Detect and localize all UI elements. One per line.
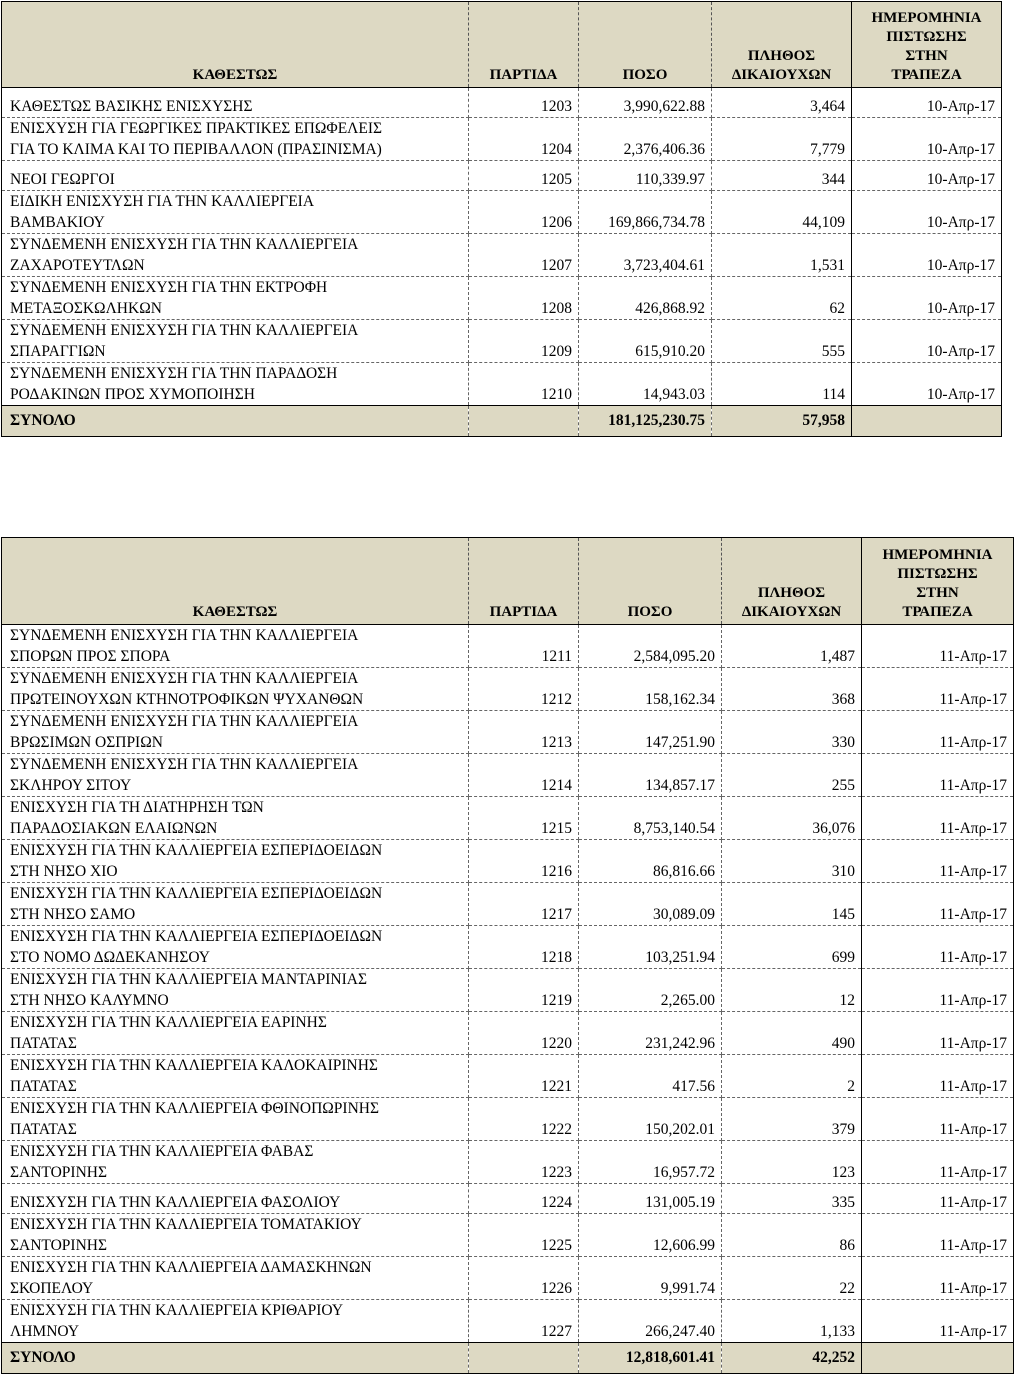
row-batch: 1218 <box>469 926 579 969</box>
row-status-line: ΣΑΝΤΟΡΙΝΗΣ <box>10 1164 107 1181</box>
table-row <box>2 191 1002 234</box>
row-batch: 1210 <box>469 363 579 406</box>
row-status-line: ΕΝΙΣΧΥΣΗ ΓΙΑ ΤΗΝ ΚΑΛΛΙΕΡΓΕΙΑ ΕΣΠΕΡΙΔΟΕΙΔΩΝ <box>10 928 383 945</box>
header-row <box>2 2 1002 88</box>
header-amount: ΠΟΣΟ <box>579 2 712 88</box>
row-batch: 1224 <box>469 1184 579 1214</box>
row-status-line: ΣΤΗ ΝΗΣΟ ΣΑΜΟ <box>10 906 136 923</box>
row-status <box>2 840 469 883</box>
row-status-line: ΣΥΝΔΕΜΕΝΗ ΕΝΙΣΧΥΣΗ ΓΙΑ ΤΗΝ ΚΑΛΛΙΕΡΓΕΙΑ <box>10 756 359 773</box>
row-status-line: ΠΑΤΑΤΑΣ <box>10 1078 77 1095</box>
row-amount: 8,753,140.54 <box>579 797 722 840</box>
total-date <box>852 406 1002 437</box>
header-date-line1: ΗΜΕΡΟΜΗΝΙΑ <box>871 10 982 26</box>
row-date: 11-Απρ-17 <box>862 1055 1014 1098</box>
header-row <box>2 538 1014 625</box>
row-status-line: ΣΥΝΔΕΜΕΝΗ ΕΝΙΣΧΥΣΗ ΓΙΑ ΤΗΝ ΠΑΡΑΔΟΣΗ <box>10 365 338 382</box>
table-row <box>2 1300 1014 1343</box>
table-row <box>2 926 1014 969</box>
row-status <box>2 1214 469 1257</box>
row-status <box>2 1012 469 1055</box>
row-amount: 147,251.90 <box>579 711 722 754</box>
row-status-line: ΜΕΤΑΞΟΣΚΩΛΗΚΩΝ <box>10 300 162 317</box>
row-date: 10-Απρ-17 <box>852 191 1002 234</box>
table-row <box>2 754 1014 797</box>
table-row <box>2 88 1002 118</box>
row-amount: 12,606.99 <box>579 1214 722 1257</box>
row-date: 11-Απρ-17 <box>862 1184 1014 1214</box>
header-beneficiaries-line1: ΠΛΗΘΟΣ <box>757 585 826 601</box>
row-status <box>2 1055 469 1098</box>
row-status <box>2 1300 469 1343</box>
row-beneficiaries: 335 <box>722 1184 862 1214</box>
row-batch: 1205 <box>469 161 579 191</box>
header-beneficiaries-line1: ΠΛΗΘΟΣ <box>747 48 816 64</box>
table-row <box>2 1098 1014 1141</box>
row-date: 10-Απρ-17 <box>852 118 1002 161</box>
row-beneficiaries: 114 <box>712 363 852 406</box>
table-row <box>2 118 1002 161</box>
row-amount: 2,584,095.20 <box>579 625 722 668</box>
row-status-line: ΕΝΙΣΧΥΣΗ ΓΙΑ ΤΗΝ ΚΑΛΛΙΕΡΓΕΙΑ ΦΘΙΝΟΠΩΡΙΝΗΣ <box>10 1100 380 1117</box>
header-date-line3: ΣΤΗΝ <box>916 585 959 601</box>
row-amount: 426,868.92 <box>579 277 712 320</box>
row-batch: 1223 <box>469 1141 579 1184</box>
row-batch: 1215 <box>469 797 579 840</box>
row-amount: 30,089.09 <box>579 883 722 926</box>
row-beneficiaries: 490 <box>722 1012 862 1055</box>
row-batch: 1216 <box>469 840 579 883</box>
row-date: 11-Απρ-17 <box>862 625 1014 668</box>
row-amount: 2,376,406.36 <box>579 118 712 161</box>
row-date: 11-Απρ-17 <box>862 969 1014 1012</box>
row-date: 11-Απρ-17 <box>862 711 1014 754</box>
table-row <box>2 320 1002 363</box>
row-status-line: ΣΤΟ ΝΟΜΟ ΔΩΔΕΚΑΝΗΣΟΥ <box>10 949 210 966</box>
row-beneficiaries: 3,464 <box>712 88 852 118</box>
row-batch: 1206 <box>469 191 579 234</box>
table-row <box>2 1184 1014 1214</box>
row-status-line: ΒΡΩΣΙΜΩΝ ΟΣΠΡΙΩΝ <box>10 734 163 751</box>
row-status-line: ΠΑΤΑΤΑΣ <box>10 1121 77 1138</box>
row-date: 11-Απρ-17 <box>862 883 1014 926</box>
row-batch: 1208 <box>469 277 579 320</box>
row-status-line: ΕΝΙΣΧΥΣΗ ΓΙΑ ΤΗΝ ΚΑΛΛΙΕΡΓΕΙΑ ΕΑΡΙΝΗΣ <box>10 1014 327 1031</box>
row-status <box>2 1098 469 1141</box>
row-status <box>2 1257 469 1300</box>
row-status <box>2 118 469 161</box>
row-batch: 1203 <box>469 88 579 118</box>
row-status-line: ΣΥΝΔΕΜΕΝΗ ΕΝΙΣΧΥΣΗ ΓΙΑ ΤΗΝ ΚΑΛΛΙΕΡΓΕΙΑ <box>10 670 359 687</box>
total-row <box>2 1343 1014 1374</box>
row-beneficiaries: 255 <box>722 754 862 797</box>
header-date-line4: ΤΡΑΠΕΖΑ <box>902 604 973 620</box>
row-beneficiaries: 1,133 <box>722 1300 862 1343</box>
row-status <box>2 234 469 277</box>
row-beneficiaries: 44,109 <box>712 191 852 234</box>
row-status <box>2 277 469 320</box>
row-status-line: ΣΥΝΔΕΜΕΝΗ ΕΝΙΣΧΥΣΗ ΓΙΑ ΤΗΝ ΕΚΤΡΟΦΗ <box>10 279 328 296</box>
row-beneficiaries: 86 <box>722 1214 862 1257</box>
row-status-line: ΕΝΙΣΧΥΣΗ ΓΙΑ ΤΗΝ ΚΑΛΛΙΕΡΓΕΙΑ ΤΟΜΑΤΑΚΙΟΥ <box>10 1216 362 1233</box>
row-beneficiaries: 36,076 <box>722 797 862 840</box>
row-date: 11-Απρ-17 <box>862 1300 1014 1343</box>
row-status-line: ΕΝΙΣΧΥΣΗ ΓΙΑ ΤΗΝ ΚΑΛΛΙΕΡΓΕΙΑ ΕΣΠΕΡΙΔΟΕΙΔΩΝ <box>10 885 383 902</box>
row-status-line: ΖΑΧΑΡΟΤΕΥΤΛΩΝ <box>10 257 145 274</box>
row-amount: 3,990,622.88 <box>579 88 712 118</box>
total-date <box>862 1343 1014 1374</box>
row-amount: 14,943.03 <box>579 363 712 406</box>
row-date: 10-Απρ-17 <box>852 320 1002 363</box>
row-status-line: ΠΡΩΤΕΙΝΟΥΧΩΝ ΚΤΗΝΟΤΡΟΦΙΚΩΝ ΨΥΧΑΝΘΩΝ <box>10 691 364 708</box>
header-date <box>862 538 1014 625</box>
row-beneficiaries: 7,779 <box>712 118 852 161</box>
header-date-line2: ΠΙΣΤΩΣΗΣ <box>886 29 967 45</box>
row-status-line: ΛΗΜΝΟΥ <box>10 1323 80 1340</box>
row-amount: 110,339.97 <box>579 161 712 191</box>
row-beneficiaries: 1,487 <box>722 625 862 668</box>
row-batch: 1222 <box>469 1098 579 1141</box>
header-date-line4: ΤΡΑΠΕΖΑ <box>891 67 962 83</box>
row-amount: 158,162.34 <box>579 668 722 711</box>
row-status-line: ΣΥΝΔΕΜΕΝΗ ΕΝΙΣΧΥΣΗ ΓΙΑ ΤΗΝ ΚΑΛΛΙΕΡΓΕΙΑ <box>10 713 359 730</box>
table-row <box>2 711 1014 754</box>
total-label: ΣΥΝΟΛΟ <box>2 1343 469 1374</box>
header-date-line2: ΠΙΣΤΩΣΗΣ <box>897 566 978 582</box>
table-row <box>2 277 1002 320</box>
row-status-line: ΒΑΜΒΑΚΙΟΥ <box>10 214 105 231</box>
header-batch: ΠΑΡΤΙΔΑ <box>469 538 579 625</box>
row-beneficiaries: 368 <box>722 668 862 711</box>
row-date: 10-Απρ-17 <box>852 363 1002 406</box>
row-status-line: ΣΤΗ ΝΗΣΟ ΚΑΛΥΜΝΟ <box>10 992 169 1009</box>
row-beneficiaries: 699 <box>722 926 862 969</box>
row-status-line: ΕΝΙΣΧΥΣΗ ΓΙΑ ΤΗ ΔΙΑΤΗΡΗΣΗ ΤΩΝ <box>10 799 264 816</box>
row-amount: 615,910.20 <box>579 320 712 363</box>
row-status-line: ΣΠΑΡΑΓΓΙΩΝ <box>10 343 106 360</box>
row-status-line: ΣΤΗ ΝΗΣΟ ΧΙΟ <box>10 863 118 880</box>
row-beneficiaries: 344 <box>712 161 852 191</box>
row-status-line: ΕΝΙΣΧΥΣΗ ΓΙΑ ΤΗΝ ΚΑΛΛΙΕΡΓΕΙΑ ΕΣΠΕΡΙΔΟΕΙΔΩΝ <box>10 842 383 859</box>
table-row <box>2 1141 1014 1184</box>
row-batch: 1213 <box>469 711 579 754</box>
row-status-line: ΕΝΙΣΧΥΣΗ ΓΙΑ ΤΗΝ ΚΑΛΛΙΕΡΓΕΙΑ ΦΑΣΟΛΙΟΥ <box>10 1194 341 1211</box>
payments-table-2 <box>1 537 1014 1374</box>
row-beneficiaries: 62 <box>712 277 852 320</box>
row-status-line: ΓΙΑ ΤΟ ΚΛΙΜΑ ΚΑΙ ΤΟ ΠΕΡΙΒΑΛΛΟΝ (ΠΡΑΣΙΝΙΣΜΑ) <box>10 141 382 158</box>
table-row <box>2 969 1014 1012</box>
row-date: 11-Απρ-17 <box>862 754 1014 797</box>
row-date: 11-Απρ-17 <box>862 668 1014 711</box>
header-date-line3: ΣΤΗΝ <box>905 48 948 64</box>
row-batch: 1227 <box>469 1300 579 1343</box>
row-status <box>2 88 469 118</box>
row-date: 11-Απρ-17 <box>862 926 1014 969</box>
header-status: ΚΑΘΕΣΤΩΣ <box>2 538 469 625</box>
header-beneficiaries <box>712 2 852 88</box>
row-batch: 1226 <box>469 1257 579 1300</box>
row-beneficiaries: 555 <box>712 320 852 363</box>
row-amount: 9,991.74 <box>579 1257 722 1300</box>
row-batch: 1219 <box>469 969 579 1012</box>
row-amount: 150,202.01 <box>579 1098 722 1141</box>
header-date-line1: ΗΜΕΡΟΜΗΝΙΑ <box>882 547 993 563</box>
row-status-line: ΣΠΟΡΩΝ ΠΡΟΣ ΣΠΟΡΑ <box>10 648 171 665</box>
row-amount: 417.56 <box>579 1055 722 1098</box>
row-status-line: ΚΑΘΕΣΤΩΣ ΒΑΣΙΚΗΣ ΕΝΙΣΧΥΣΗΣ <box>10 98 253 115</box>
payments-table-1 <box>1 1 1002 437</box>
row-beneficiaries: 1,531 <box>712 234 852 277</box>
row-status <box>2 668 469 711</box>
total-label: ΣΥΝΟΛΟ <box>2 406 469 437</box>
row-batch: 1225 <box>469 1214 579 1257</box>
header-status: ΚΑΘΕΣΤΩΣ <box>2 2 469 88</box>
row-status <box>2 363 469 406</box>
row-status-line: ΣΥΝΔΕΜΕΝΗ ΕΝΙΣΧΥΣΗ ΓΙΑ ΤΗΝ ΚΑΛΛΙΕΡΓΕΙΑ <box>10 236 359 253</box>
table-1-body <box>2 88 1002 406</box>
row-status-line: ΣΚΛΗΡΟΥ ΣΙΤΟΥ <box>10 777 132 794</box>
row-amount: 2,265.00 <box>579 969 722 1012</box>
header-amount: ΠΟΣΟ <box>579 538 722 625</box>
header-beneficiaries <box>722 538 862 625</box>
row-beneficiaries: 379 <box>722 1098 862 1141</box>
row-date: 11-Απρ-17 <box>862 1012 1014 1055</box>
row-status-line: ΣΥΝΔΕΜΕΝΗ ΕΝΙΣΧΥΣΗ ΓΙΑ ΤΗΝ ΚΑΛΛΙΕΡΓΕΙΑ <box>10 322 359 339</box>
row-batch: 1217 <box>469 883 579 926</box>
total-batch <box>469 1343 579 1374</box>
row-status-line: ΣΑΝΤΟΡΙΝΗΣ <box>10 1237 107 1254</box>
row-status-line: ΕΝΙΣΧΥΣΗ ΓΙΑ ΤΗΝ ΚΑΛΛΙΕΡΓΕΙΑ ΚΡΙΘΑΡΙΟΥ <box>10 1302 344 1319</box>
table-row <box>2 883 1014 926</box>
row-status <box>2 797 469 840</box>
row-status <box>2 1184 469 1214</box>
table-row <box>2 625 1014 668</box>
row-status <box>2 883 469 926</box>
row-date: 11-Απρ-17 <box>862 1141 1014 1184</box>
row-date: 11-Απρ-17 <box>862 1257 1014 1300</box>
table-row <box>2 1214 1014 1257</box>
row-status <box>2 1141 469 1184</box>
row-status-line: ΕΝΙΣΧΥΣΗ ΓΙΑ ΤΗΝ ΚΑΛΛΙΕΡΓΕΙΑ ΚΑΛΟΚΑΙΡΙΝΗΣ <box>10 1057 378 1074</box>
row-beneficiaries: 123 <box>722 1141 862 1184</box>
row-date: 11-Απρ-17 <box>862 1214 1014 1257</box>
total-beneficiaries: 42,252 <box>722 1343 862 1374</box>
row-date: 11-Απρ-17 <box>862 1098 1014 1141</box>
total-batch <box>469 406 579 437</box>
table-row <box>2 668 1014 711</box>
table-row <box>2 363 1002 406</box>
row-status-line: ΝΕΟΙ ΓΕΩΡΓΟΙ <box>10 171 115 188</box>
row-amount: 131,005.19 <box>579 1184 722 1214</box>
table-row <box>2 840 1014 883</box>
header-date <box>852 2 1002 88</box>
row-status-line: ΕΝΙΣΧΥΣΗ ΓΙΑ ΓΕΩΡΓΙΚΕΣ ΠΡΑΚΤΙΚΕΣ ΕΠΩΦΕΛΕΙΣ <box>10 120 383 137</box>
row-date: 10-Απρ-17 <box>852 277 1002 320</box>
table-row <box>2 797 1014 840</box>
row-amount: 266,247.40 <box>579 1300 722 1343</box>
row-batch: 1211 <box>469 625 579 668</box>
row-beneficiaries: 310 <box>722 840 862 883</box>
header-beneficiaries-line2: ΔΙΚΑΙΟΥΧΩΝ <box>731 67 832 83</box>
row-status <box>2 926 469 969</box>
row-status <box>2 969 469 1012</box>
row-batch: 1214 <box>469 754 579 797</box>
row-status-line: ΕΝΙΣΧΥΣΗ ΓΙΑ ΤΗΝ ΚΑΛΛΙΕΡΓΕΙΑ ΦΑΒΑΣ <box>10 1143 314 1160</box>
row-beneficiaries: 12 <box>722 969 862 1012</box>
row-amount: 3,723,404.61 <box>579 234 712 277</box>
row-status-line: ΡΟΔΑΚΙΝΩΝ ΠΡΟΣ ΧΥΜΟΠΟΙΗΣΗ <box>10 386 255 403</box>
row-beneficiaries: 22 <box>722 1257 862 1300</box>
table-row <box>2 1012 1014 1055</box>
row-date: 10-Απρ-17 <box>852 234 1002 277</box>
row-status <box>2 161 469 191</box>
row-amount: 16,957.72 <box>579 1141 722 1184</box>
row-status <box>2 320 469 363</box>
row-amount: 103,251.94 <box>579 926 722 969</box>
table-row <box>2 1257 1014 1300</box>
row-amount: 134,857.17 <box>579 754 722 797</box>
row-batch: 1212 <box>469 668 579 711</box>
total-row <box>2 406 1002 437</box>
row-date: 11-Απρ-17 <box>862 797 1014 840</box>
row-date: 11-Απρ-17 <box>862 840 1014 883</box>
row-status-line: ΣΥΝΔΕΜΕΝΗ ΕΝΙΣΧΥΣΗ ΓΙΑ ΤΗΝ ΚΑΛΛΙΕΡΓΕΙΑ <box>10 627 359 644</box>
total-amount: 181,125,230.75 <box>579 406 712 437</box>
row-batch: 1209 <box>469 320 579 363</box>
row-status <box>2 191 469 234</box>
row-amount: 169,866,734.78 <box>579 191 712 234</box>
row-status-line: ΣΚΟΠΕΛΟΥ <box>10 1280 94 1297</box>
row-batch: 1221 <box>469 1055 579 1098</box>
total-beneficiaries: 57,958 <box>712 406 852 437</box>
total-amount: 12,818,601.41 <box>579 1343 722 1374</box>
header-beneficiaries-line2: ΔΙΚΑΙΟΥΧΩΝ <box>741 604 842 620</box>
row-date: 10-Απρ-17 <box>852 88 1002 118</box>
row-status-line: ΕΝΙΣΧΥΣΗ ΓΙΑ ΤΗΝ ΚΑΛΛΙΕΡΓΕΙΑ ΔΑΜΑΣΚΗΝΩΝ <box>10 1259 372 1276</box>
table-row <box>2 234 1002 277</box>
row-beneficiaries: 330 <box>722 711 862 754</box>
row-status-line: ΕΝΙΣΧΥΣΗ ΓΙΑ ΤΗΝ ΚΑΛΛΙΕΡΓΕΙΑ ΜΑΝΤΑΡΙΝΙΑΣ <box>10 971 367 988</box>
table-row <box>2 161 1002 191</box>
row-amount: 86,816.66 <box>579 840 722 883</box>
header-batch: ΠΑΡΤΙΔΑ <box>469 2 579 88</box>
row-batch: 1204 <box>469 118 579 161</box>
row-batch: 1207 <box>469 234 579 277</box>
row-status <box>2 754 469 797</box>
row-status <box>2 711 469 754</box>
row-status <box>2 625 469 668</box>
row-batch: 1220 <box>469 1012 579 1055</box>
row-date: 10-Απρ-17 <box>852 161 1002 191</box>
row-beneficiaries: 2 <box>722 1055 862 1098</box>
row-beneficiaries: 145 <box>722 883 862 926</box>
row-status-line: ΠΑΡΑΔΟΣΙΑΚΩΝ ΕΛΑΙΩΝΩΝ <box>10 820 218 837</box>
table-row <box>2 1055 1014 1098</box>
row-status-line: ΕΙΔΙΚΗ ΕΝΙΣΧΥΣΗ ΓΙΑ ΤΗΝ ΚΑΛΛΙΕΡΓΕΙΑ <box>10 193 315 210</box>
row-amount: 231,242.96 <box>579 1012 722 1055</box>
table-2-body <box>2 625 1014 1343</box>
row-status-line: ΠΑΤΑΤΑΣ <box>10 1035 77 1052</box>
